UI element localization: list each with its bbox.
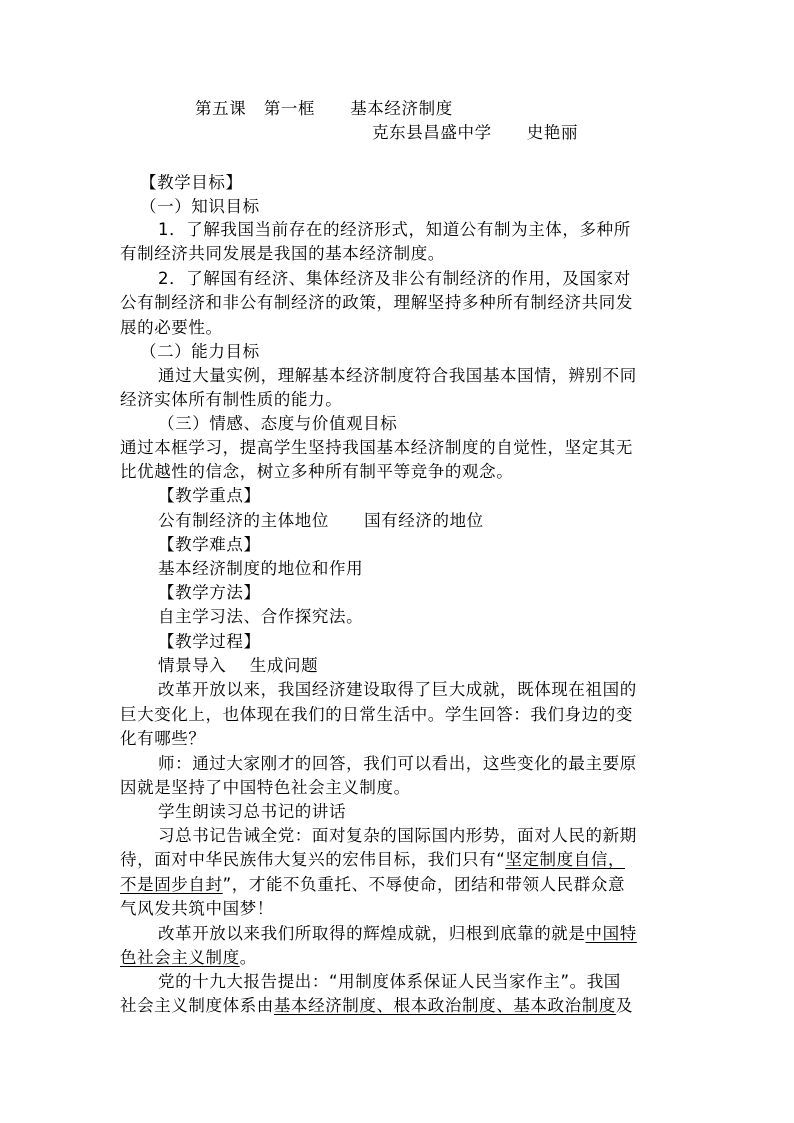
text-segment: 。 (239, 948, 257, 967)
paragraph-line: 2．了解国有经济、集体经济及非公有制经济的作用，及国家对 (158, 269, 631, 288)
paragraph-line: 改革开放以来，我国经济建设取得了巨大成就，既体现在祖国的 (158, 680, 637, 699)
text-segment: 改革开放以来我们所取得的辉煌成就，归根到底靠的就是 (158, 924, 586, 943)
paragraph-line: 展的必要性。 (120, 318, 223, 337)
lesson-title: 第五课 第一框 基本经济制度 (195, 99, 453, 118)
paragraph-line (120, 996, 633, 1016)
paragraph-line: 气风发共筑中国梦！ (120, 899, 274, 918)
underlined-text: 基本经济制度、根本政治制度、基本政治制度 (273, 996, 616, 1015)
text-segment: ”，才能不负重托、不辱使命，团结和带领人民群众意 (222, 875, 626, 894)
section-heading-process: 【教学过程】 (158, 632, 261, 651)
paragraph-line: 公有制经济和非公有制经济的政策，理解坚持多种所有制经济共同发 (120, 293, 633, 312)
section-heading-difficulties: 【教学难点】 (158, 535, 261, 554)
paragraph-line: 化有哪些？ (120, 729, 206, 748)
paragraph-line: 基本经济制度的地位和作用 (158, 559, 364, 578)
paragraph-line: 习总书记告诫全党：面对复杂的国际国内形势，面对人民的新期 (158, 826, 637, 845)
paragraph-line: 师：通过大家刚才的回答，我们可以看出，这些变化的最主要原 (158, 754, 637, 773)
paragraph-line: 1．了解我国当前存在的经济形式，知道公有制为主体，多种所 (158, 220, 631, 239)
paragraph-line: 有制经济共同发展是我国的基本经济制度。 (120, 244, 445, 263)
paragraph-line: 经济实体所有制性质的能力。 (120, 390, 343, 409)
paragraph-line (120, 850, 625, 870)
underlined-text: 中国特 (585, 924, 637, 943)
underlined-text: 色社会主义制度 (120, 948, 240, 967)
paragraph-line: 巨大变化上，也体现在我们的日常生活中。学生回答：我们身边的变 (120, 705, 633, 724)
section-heading-methods: 【教学方法】 (158, 583, 261, 602)
text-segment: 及 (615, 996, 634, 1015)
paragraph-line: 因就是坚持了中国特色社会主义制度。 (120, 778, 411, 797)
section-heading-key-points: 【教学重点】 (158, 486, 261, 505)
section-heading-objectives: 【教学目标】 (140, 173, 243, 192)
paragraph-line: 自主学习法、合作探究法。 (158, 607, 364, 626)
paragraph-line: 党的十九大报告提出：“用制度体系保证人民当家作主”。我国 (158, 972, 621, 991)
paragraph-line: 通过大量实例，理解基本经济制度符合我国基本国情，辨别不同 (158, 366, 637, 385)
paragraph-line: 通过本框学习，提高学生坚持我国基本经济制度的自觉性，坚定其无 (120, 438, 633, 457)
text-segment: 待，面对中华民族伟大复兴的宏伟目标，我们只有“ (120, 850, 506, 869)
author-line: 克东县昌盛中学 史艳丽 (372, 123, 579, 142)
paragraph-line: 比优越性的信念，树立多种所有制平等竞争的观念。 (120, 462, 514, 481)
subheading-knowledge: （一）知识目标 (140, 197, 260, 216)
paragraph-line: 学生朗读习总书记的讲话 (158, 802, 347, 821)
subheading-ability: （二）能力目标 (140, 342, 260, 361)
paragraph-line: 公有制经济的主体地位 国有经济的地位 (158, 511, 484, 530)
underlined-text: 坚定制度自信， (505, 850, 626, 869)
underlined-text: 不是固步自封 (120, 875, 223, 894)
paragraph-line (120, 875, 625, 895)
paragraph-line: 情景导入 生成问题 (158, 656, 319, 675)
text-segment: 社会主义制度体系由 (120, 996, 274, 1015)
paragraph-line (158, 924, 637, 944)
paragraph-line (120, 948, 257, 968)
subheading-values: （三）情感、态度与价值观目标 (158, 414, 398, 433)
